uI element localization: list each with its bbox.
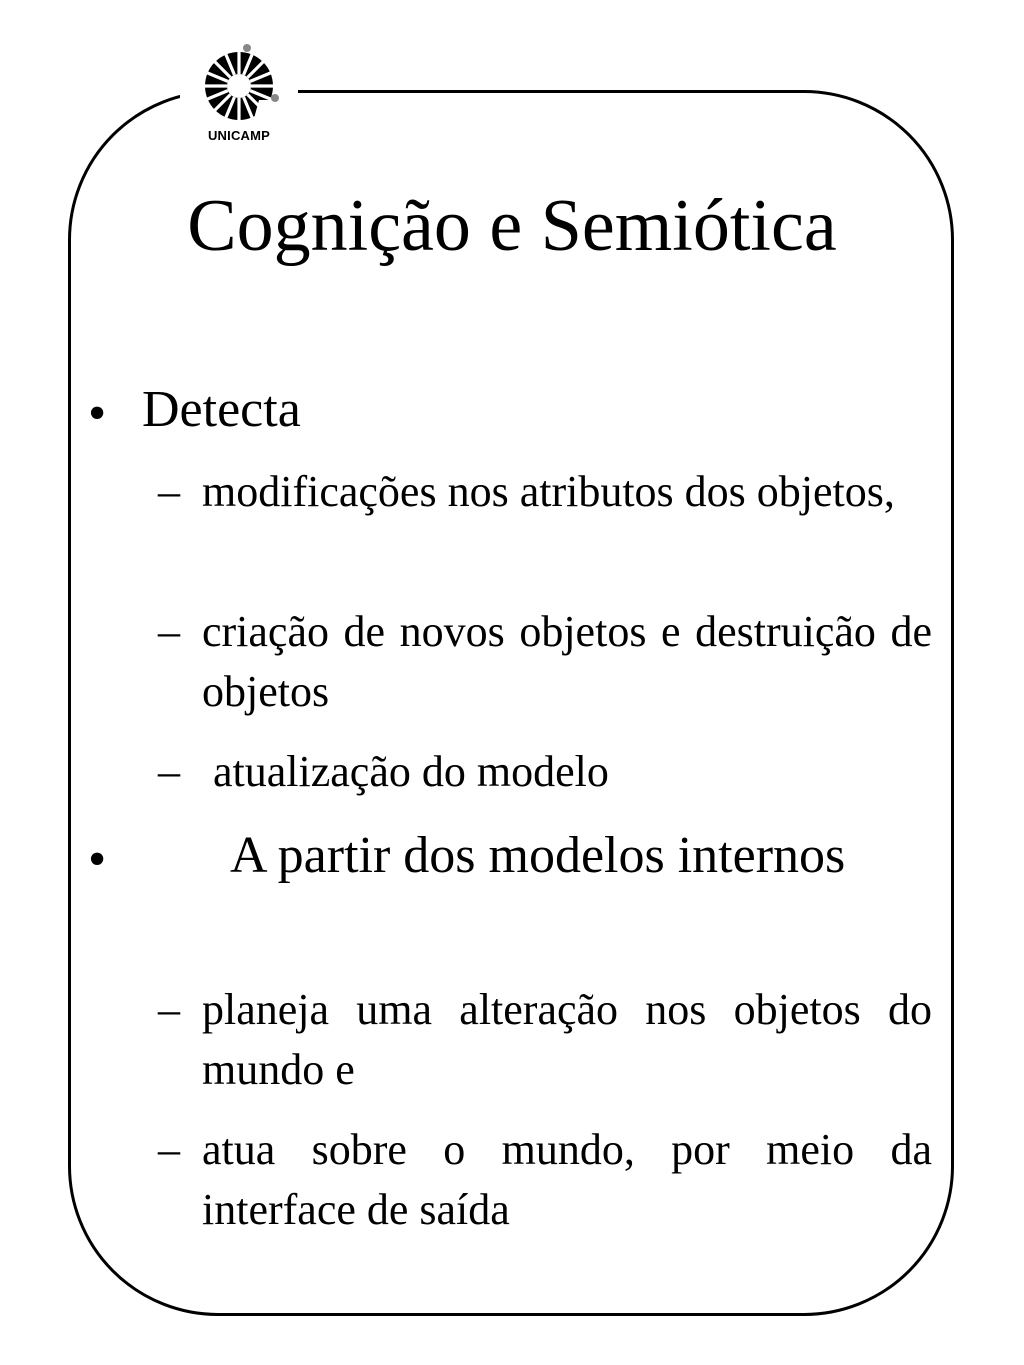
sub-bullet-text: atua sobre o mundo, por meio da interface de saída (202, 1125, 932, 1234)
logo-text: UNICAMP (207, 128, 271, 143)
sub-bullet-marker: – (158, 747, 180, 796)
sub-bullet-marker: – (158, 1125, 180, 1174)
slide-title: Cognição e Semiótica (187, 185, 837, 267)
sub-bullet-marker: – (158, 985, 180, 1034)
bullet-marker: • (88, 385, 107, 442)
bullet-marker: • (88, 831, 107, 888)
bullet-text (142, 822, 932, 890)
bullet-text: Detecta (142, 381, 301, 438)
sub-bullet-text: atualização do modelo (202, 747, 609, 796)
sub-bullet-text: modificações nos atributos dos objetos, (202, 467, 895, 516)
sub-bullet-marker: – (158, 607, 180, 656)
bullet-text-line: A partir dos modelos internos (230, 827, 846, 884)
sub-bullet-text: criação de novos objetos e destruição de objetos (202, 607, 932, 716)
sub-bullet-marker: – (158, 467, 180, 516)
sub-bullet-text: planeja uma alteração nos objetos do mundo e (202, 985, 932, 1094)
